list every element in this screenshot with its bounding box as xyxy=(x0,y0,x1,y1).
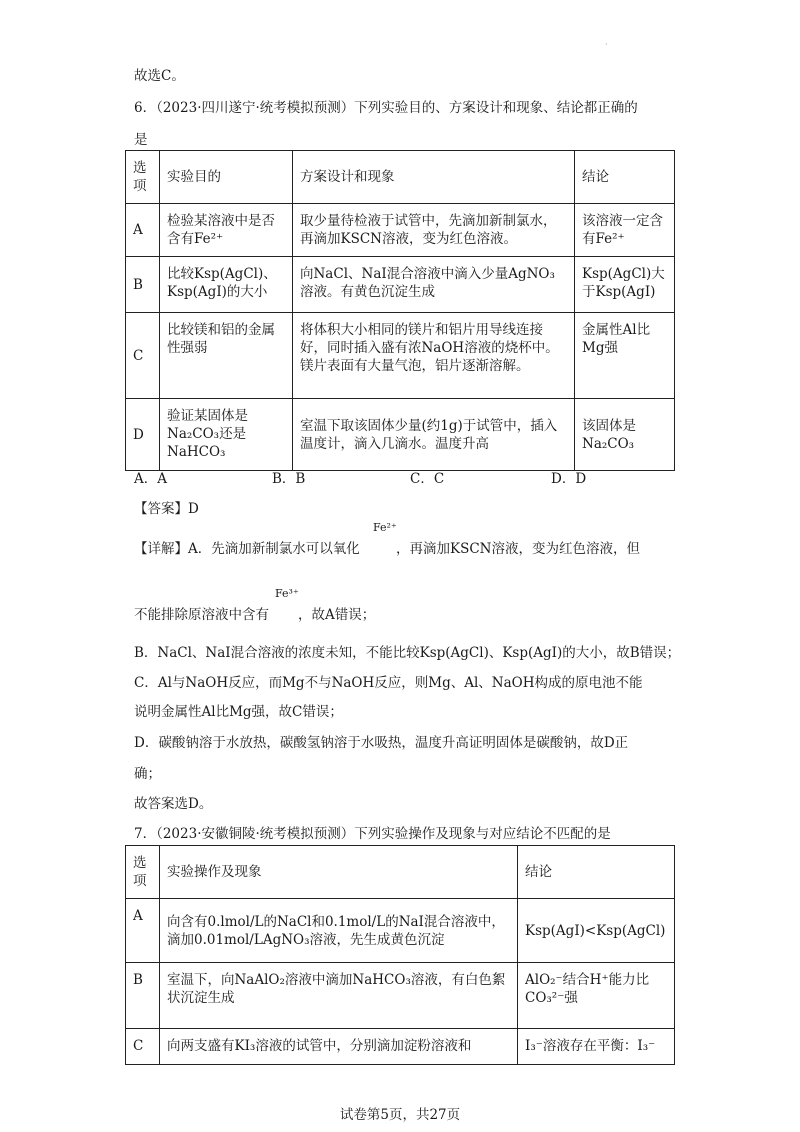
table-row xyxy=(126,204,675,257)
detail-d-line2: 确； xyxy=(134,766,161,782)
q6-design: 将体积大小相同的镁片和铝片用导线连接好，同时插入盛有浓NaOH溶液的烧杯中。镁片表面有大量气泡，铝片逐渐溶解。 xyxy=(293,313,575,399)
q6-purpose: 检验某溶液中是否含有Fe²⁺ xyxy=(160,204,293,257)
choice-b: B．B xyxy=(272,471,306,487)
q6-conclusion: 该固体是Na₂CO₃ xyxy=(575,399,675,471)
q7-opt: B xyxy=(126,963,160,1029)
choice-d: D．D xyxy=(551,471,587,487)
detail-a-line3: 不能排除原溶液中含有 xyxy=(134,607,269,623)
q6-header-col2: 实验目的 xyxy=(160,151,293,204)
q6-stem-line1: 6．（2023·四川遂宁·统考模拟预测）下列实验目的、方案设计和现象、结论都正确的 xyxy=(134,100,638,116)
q7-header-col1: 选项 xyxy=(126,846,160,899)
table-row xyxy=(126,963,675,1029)
q7-conclusion: I₃⁻溶液存在平衡：I₃⁻ xyxy=(518,1029,675,1065)
answer: 【答案】D xyxy=(134,501,199,517)
q6-stem-line2: 是 xyxy=(134,132,148,148)
q6-conclusion: 金属性Al比Mg强 xyxy=(575,313,675,399)
q6-opt: C xyxy=(126,313,160,399)
q7-table xyxy=(125,845,675,1065)
table-row xyxy=(126,1029,675,1065)
final-answer: 故答案选D。 xyxy=(134,796,213,812)
q7-header-row xyxy=(126,846,675,899)
q6-purpose: 比较Ksp(AgCl)、Ksp(AgI)的大小 xyxy=(160,257,293,313)
fe2-formula-image: Fe²⁺ xyxy=(373,521,397,534)
q6-opt: D xyxy=(126,399,160,471)
corner-mark: · xyxy=(605,40,608,49)
detail-c-line2: 说明金属性Al比Mg强，故C错误； xyxy=(134,704,343,720)
fe3-formula-image: Fe³⁺ xyxy=(275,587,299,600)
q6-conclusion: 该溶液一定含有Fe²⁺ xyxy=(575,204,675,257)
q6-header-col4: 结论 xyxy=(575,151,675,204)
q6-header-row xyxy=(126,151,675,204)
choice-c: C．C xyxy=(410,471,445,487)
q6-header-col3: 方案设计和现象 xyxy=(293,151,575,204)
page-footer: 试卷第5页，共27页 xyxy=(339,1107,461,1123)
q7-operation: 向两支盛有KI₃溶液的试管中，分别滴加淀粉溶液和 xyxy=(160,1029,518,1065)
q7-header-col3: 结论 xyxy=(518,846,675,899)
q7-header-col2: 实验操作及现象 xyxy=(160,846,518,899)
q7-opt: C xyxy=(126,1029,160,1065)
q6-design: 向NaCl、NaI混合溶液中滴入少量AgNO₃溶液。有黄色沉淀生成 xyxy=(293,257,575,313)
q6-opt: B xyxy=(126,257,160,313)
detail-d-line1: D．碳酸钠溶于水放热，碳酸氢钠溶于水吸热，温度升高证明固体是碳酸钠，故D正 xyxy=(134,735,629,751)
table-row xyxy=(126,257,675,313)
q6-design: 室温下取该固体少量(约1g)于试管中，插入温度计，滴入几滴水。温度升高 xyxy=(293,399,575,471)
q7-operation: 向含有0.lmol/L的NaCl和0.1mol/L的NaI混合溶液中，滴加0.01mol/LAgNO₃溶液，先生成黄色沉淀 xyxy=(160,899,518,963)
intro-line: 故选C。 xyxy=(134,68,185,84)
q7-stem: 7．（2023·安徽铜陵·统考模拟预测）下列实验操作及现象与对应结论不匹配的是 xyxy=(134,826,611,842)
detail-c-line1: C．Al与NaOH反应，而Mg不与NaOH反应，则Mg、Al、NaOH构成的原电池不能 xyxy=(134,675,643,691)
table-row xyxy=(126,399,675,471)
q6-table xyxy=(125,150,675,471)
q7-conclusion: Ksp(AgI)<Ksp(AgCl) xyxy=(518,899,675,963)
q6-header-col1: 选项 xyxy=(126,151,160,204)
q6-opt: A xyxy=(126,204,160,257)
choice-a: A．A xyxy=(134,471,167,487)
q7-operation: 室温下，向NaAlO₂溶液中滴加NaHCO₃溶液，有白色絮状沉淀生成 xyxy=(160,963,518,1029)
detail-a-line2: ，再滴加KSCN溶液，变为红色溶液，但 xyxy=(396,541,640,557)
table-row xyxy=(126,899,675,963)
q6-conclusion: Ksp(AgCl)大于Ksp(AgI) xyxy=(575,257,675,313)
q6-design: 取少量待检液于试管中，先滴加新制氯水，再滴加KSCN溶液，变为红色溶液。 xyxy=(293,204,575,257)
q7-conclusion: AlO₂⁻结合H⁺能力比CO₃²⁻强 xyxy=(518,963,675,1029)
table-row xyxy=(126,313,675,399)
q6-purpose: 比较镁和铝的金属性强弱 xyxy=(160,313,293,399)
q7-opt: A xyxy=(126,899,160,963)
q6-purpose: 验证某固体是Na₂CO₃还是NaHCO₃ xyxy=(160,399,293,471)
detail-a-line4: ，故A错误； xyxy=(298,607,376,623)
detail-b: B．NaCl、NaI混合溶液的浓度未知，不能比较Ksp(AgCl)、Ksp(AgI)的大小，故B错误； xyxy=(134,645,681,661)
detail-a-line1: 【详解】A．先滴加新制氯水可以氧化 xyxy=(134,541,360,557)
